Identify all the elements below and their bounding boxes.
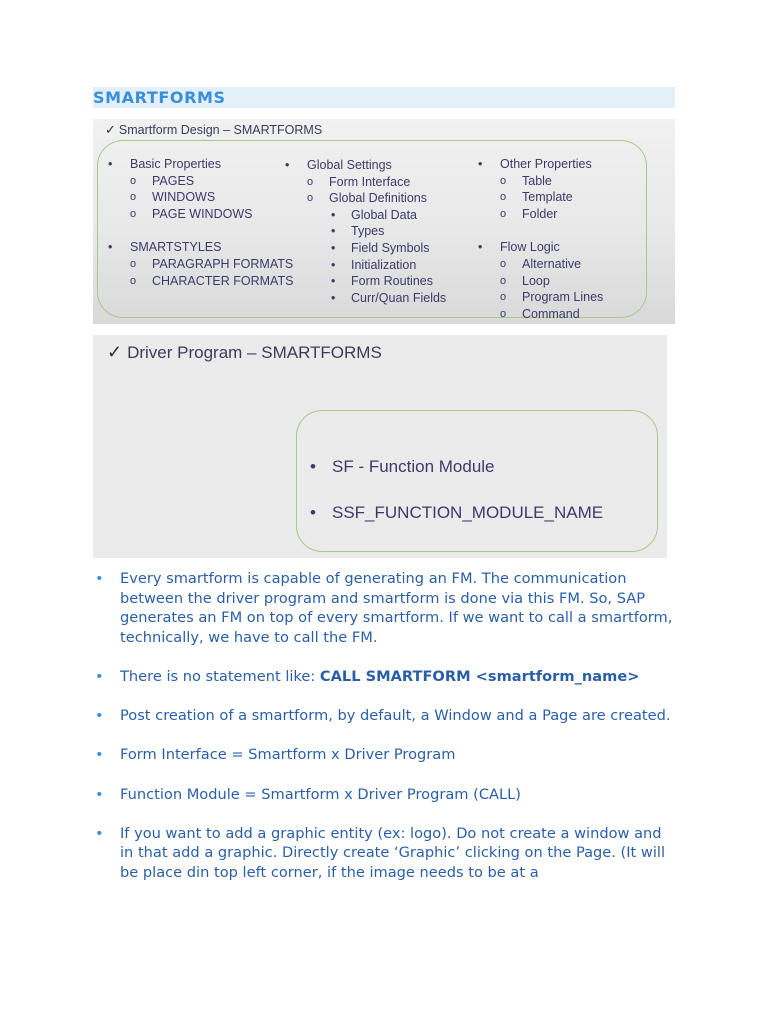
list-item: o Command [478, 306, 603, 323]
note-item [93, 667, 678, 687]
list-item: • Global Settings [285, 157, 446, 174]
list-item: o Table [478, 173, 603, 190]
col-global-settings [285, 157, 446, 306]
notes-list [93, 569, 678, 902]
slide1-title [105, 122, 322, 138]
list-item: o PARAGRAPH FORMATS [108, 256, 293, 273]
list-item: o Alternative [478, 256, 603, 273]
list-item: • SF - Function Module [332, 457, 495, 477]
driver-program-slide [93, 335, 667, 558]
checkmark-icon: ✓ [105, 122, 116, 137]
list-item: o CHARACTER FORMATS [108, 273, 293, 290]
list-item: • Flow Logic [478, 239, 603, 256]
list-item: o PAGE WINDOWS [108, 206, 293, 223]
col-basic-properties [108, 156, 293, 289]
list-item: o Template [478, 189, 603, 206]
list-item: • Types [285, 223, 446, 240]
list-item: o Form Interface [285, 174, 446, 191]
slide2-title [107, 342, 382, 363]
list-item: • Basic Properties [108, 156, 293, 173]
note-emphasis: CALL SMARTFORM <smartform_name> [319, 667, 640, 685]
list-item: • Other Properties [478, 156, 603, 173]
note-item: • Form Interface = Smartform x Driver Program [93, 745, 678, 765]
slide1-title-text: Smartform Design – SMARTFORMS [118, 123, 323, 137]
list-item: o Folder [478, 206, 603, 223]
list-item: • Initialization [285, 257, 446, 274]
note-item: • Post creation of a smartform, by default, a Window and a Page are created. [93, 706, 678, 726]
note-item: • Function Module = Smartform x Driver Program (CALL) [93, 785, 678, 805]
checkmark-icon: ✓ [107, 342, 123, 362]
slide2-title-text: Driver Program – SMARTFORMS [127, 343, 382, 362]
list-item: o Loop [478, 273, 603, 290]
smartform-design-slide [93, 119, 675, 324]
list-item: o Program Lines [478, 289, 603, 306]
list-item: • Curr/Quan Fields [285, 290, 446, 307]
note-text: There is no statement like: [120, 667, 320, 685]
list-item: • Global Data [285, 207, 446, 224]
section-heading-bar [93, 87, 675, 108]
note-item: • Every smartform is capable of generating an FM. The communication between the driver program and smartform is done via this FM. So, SAP generates an FM on top of every smartform. If we want to call a smartform, technically, we have to call the FM. [93, 569, 678, 647]
note-item: • If you want to add a graphic entity (ex: logo). Do not create a window and in that add a graphic. Directly create ‘Graphic’ clicking on the Page. (It will be place din top left corner, if the image needs to be at a [93, 824, 678, 883]
list-item: • SSF_FUNCTION_MODULE_NAME [332, 503, 603, 523]
list-item: o PAGES [108, 173, 293, 190]
list-item: o Global Definitions [285, 190, 446, 207]
list-item: • Form Routines [285, 273, 446, 290]
col-other-properties [478, 156, 603, 322]
list-item: • Field Symbols [285, 240, 446, 257]
list-item: • SMARTSTYLES [108, 239, 293, 256]
section-heading: SMARTFORMS [93, 88, 226, 107]
list-item: o WINDOWS [108, 189, 293, 206]
slide2-frame [296, 410, 658, 552]
